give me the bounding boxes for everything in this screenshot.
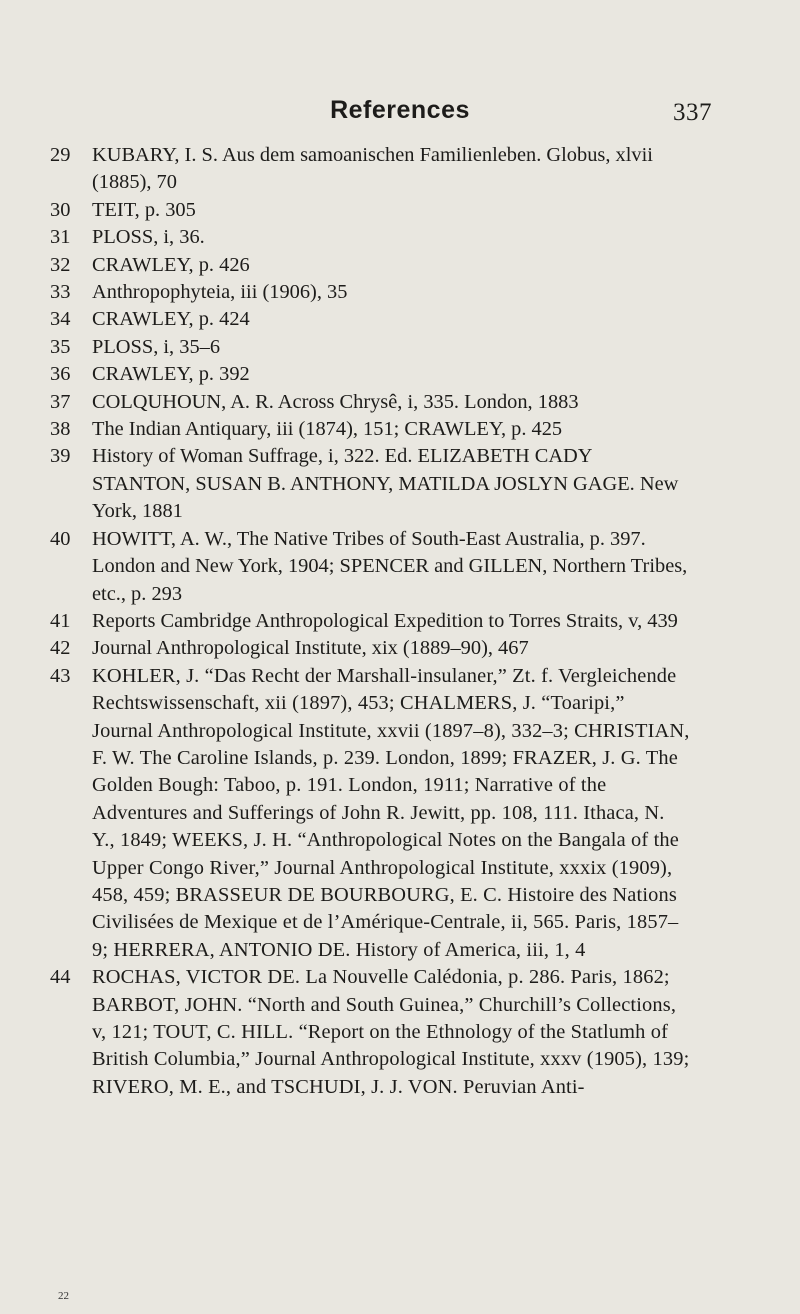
reference-text: KOHLER, J. “Das Recht der Marshall-insulaner,” Zt. f. Vergleichende Rechtswissenschaft, xii (1897), 453; CHALMERS, J. “Toaripi,” Journal Anthropological Institute, xxvii (1897–8), 332–3; CHRISTIAN, F. W. The Caroline Islands, p. 239. London, 1899; FRAZER, J. G. The Golden Bough: Taboo, p. 191. London, 1911; Narrative of the Adventures and Sufferings of John R. Jewitt, pp. 108, 111. Ithaca, N. Y., 1849; WEEKS, J. H. “Anthropological Notes on the Bangala of the Upper Congo River,” Journal Anthropological Institute, xxxix (1909), 458, 459; BRASSEUR DE BOURBOURG, E. C. Histoire des Nations Civilisées de Mexique et de l’Amérique-Centrale, ii, 565. Paris, 1857–9; HERRERA, ANTONIO DE. History of America, iii, 1, 4 — [92, 664, 690, 961]
reference-entry — [50, 635, 690, 662]
running-title: References — [330, 96, 470, 124]
page-header — [0, 96, 800, 136]
reference-entry — [50, 197, 690, 224]
reference-number: 42 — [50, 637, 71, 660]
reference-text: CRAWLEY, p. 424 — [92, 308, 250, 331]
reference-number: 33 — [50, 281, 71, 304]
reference-number: 31 — [50, 226, 71, 249]
reference-text: History of Woman Suffrage, i, 322. Ed. ELIZABETH CADY STANTON, SUSAN B. ANTHONY, MATILDA JOSLYN GAGE. New York, 1881 — [92, 445, 679, 523]
reference-number: 30 — [50, 198, 71, 221]
reference-list — [50, 142, 690, 1101]
reference-entry — [50, 389, 690, 416]
reference-number: 29 — [50, 144, 71, 166]
reference-text: CRAWLEY, p. 392 — [92, 363, 250, 386]
reference-text: ROCHAS, VICTOR DE. La Nouvelle Calédonia, p. 286. Paris, 1862; BARBOT, JOHN. “North and South Guinea,” Churchill’s Collections, v, 121; TOUT, C. HILL. “Report on the Ethnology of the Statlumh of British Columbia,” Journal Anthropological Institute, xxxv (1905), 139; RIVERO, M. E., and TSCHUDI, J. J. VON. Peruvian Anti- — [92, 966, 690, 1098]
reference-entry — [50, 252, 690, 279]
reference-number: 35 — [50, 335, 71, 358]
reference-number: 34 — [50, 308, 71, 331]
reference-entry — [50, 334, 690, 361]
reference-number: 39 — [50, 445, 71, 468]
reference-number: 37 — [50, 390, 71, 413]
reference-text: The Indian Antiquary, iii (1874), 151; CRAWLEY, p. 425 — [92, 418, 563, 441]
reference-entry — [50, 279, 690, 306]
reference-entry — [50, 306, 690, 333]
reference-text: PLOSS, i, 36. — [92, 226, 205, 249]
reference-text: TEIT, p. 305 — [92, 198, 196, 221]
reference-entry — [50, 142, 690, 197]
reference-number: 32 — [50, 253, 71, 276]
reference-text: Reports Cambridge Anthropological Expedition to Torres Straits, v, 439 — [92, 609, 678, 632]
reference-entry — [50, 361, 690, 388]
reference-text: Anthropophyteia, iii (1906), 35 — [92, 281, 348, 304]
reference-number: 44 — [50, 966, 71, 989]
reference-text: KUBARY, I. S. Aus dem samoanischen Familienleben. Globus, xlvii (1885), 70 — [92, 144, 653, 194]
reference-text: COLQUHOUN, A. R. Across Chrysê, i, 335. London, 1883 — [92, 390, 579, 413]
printer-folio: 22 — [58, 1290, 69, 1302]
reference-entry — [50, 608, 690, 635]
reference-entry — [50, 526, 690, 608]
reference-number: 41 — [50, 609, 71, 632]
reference-entry — [50, 663, 690, 964]
reference-text: CRAWLEY, p. 426 — [92, 253, 250, 276]
reference-number: 38 — [50, 418, 71, 441]
reference-text: PLOSS, i, 35–6 — [92, 335, 221, 358]
reference-text: HOWITT, A. W., The Native Tribes of South-East Australia, p. 397. London and New York, 1904; SPENCER and GILLEN, Northern Tribes, etc., p. 293 — [92, 527, 688, 605]
reference-number: 40 — [50, 527, 71, 550]
reference-entry — [50, 443, 690, 525]
reference-number: 36 — [50, 363, 71, 386]
reference-entry — [50, 224, 690, 251]
reference-number: 43 — [50, 664, 71, 687]
reference-entry — [50, 416, 690, 443]
page-number: 337 — [673, 99, 712, 126]
reference-entry — [50, 964, 690, 1101]
reference-text: Journal Anthropological Institute, xix (1889–90), 467 — [92, 637, 529, 660]
